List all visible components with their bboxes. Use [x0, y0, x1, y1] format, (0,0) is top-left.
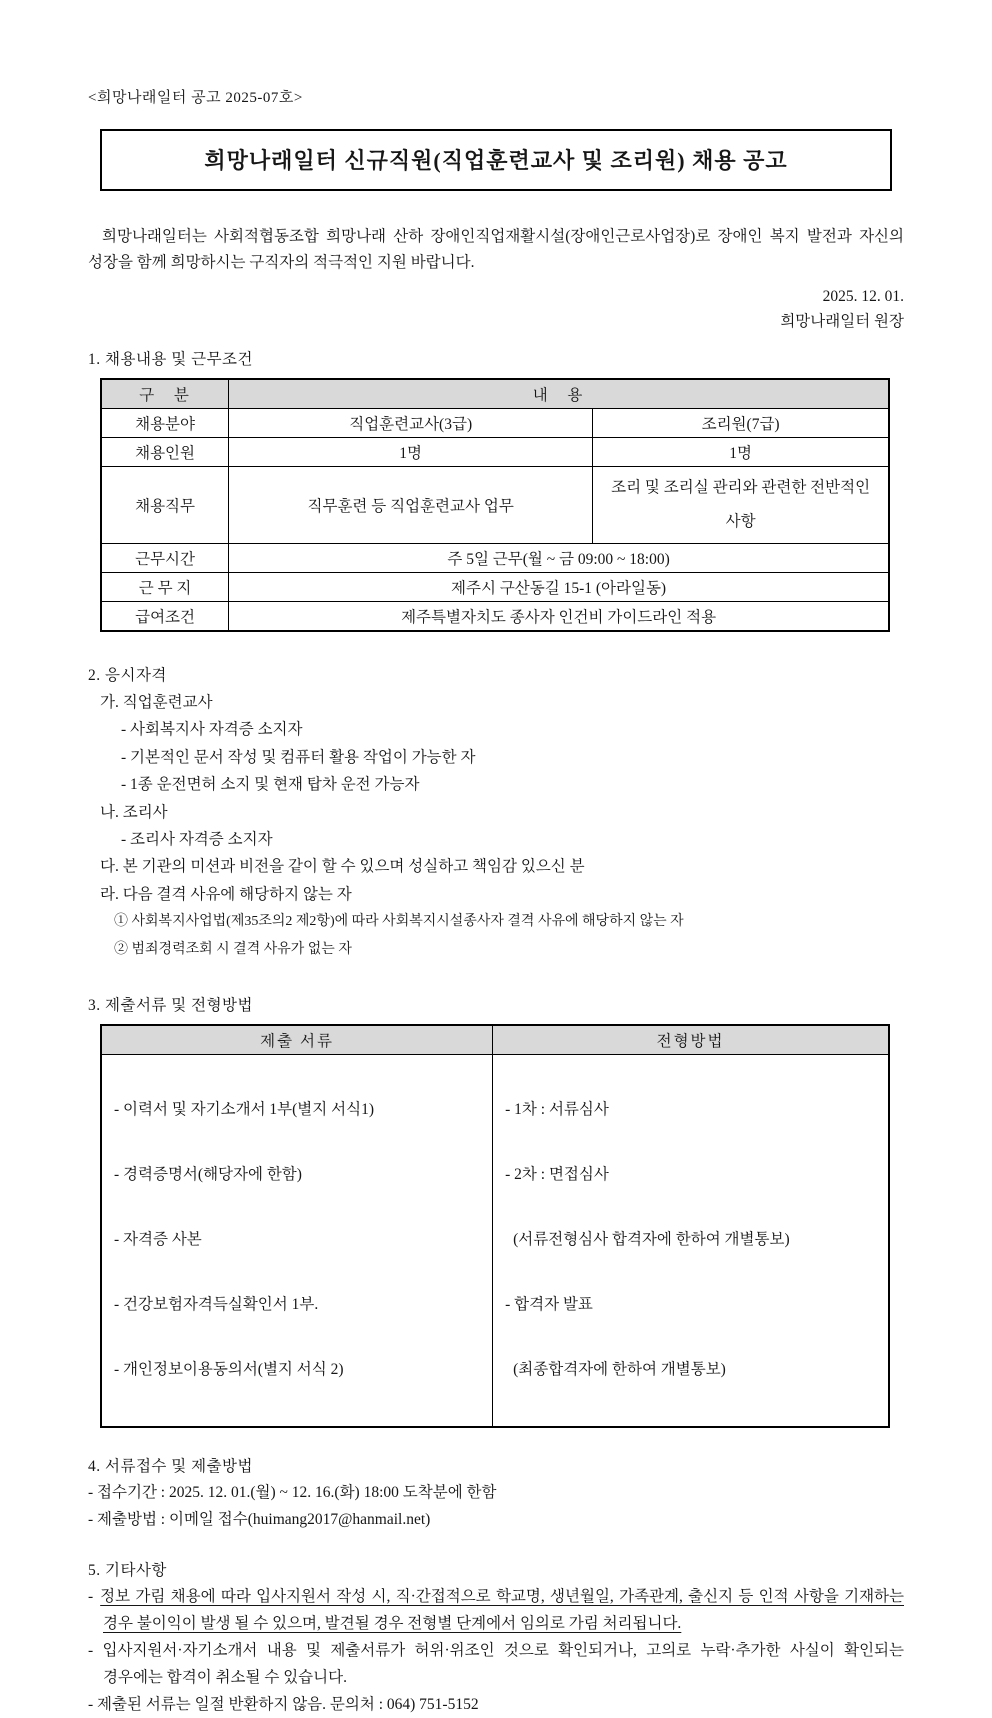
etc-item-blind-hiring [88, 1583, 904, 1637]
title-box [100, 129, 892, 191]
t1-headcount-teacher: 1명 [229, 438, 593, 467]
t1-row-field [101, 409, 889, 438]
documents-selection-table [100, 1024, 890, 1428]
section5-heading: 5. 기타사항 [88, 1562, 167, 1580]
qualification-item: - 1종 운전면허 소지 및 현재 탑차 운전 가능자 [121, 776, 420, 794]
t1-row-headcount [101, 438, 889, 467]
doc-number: <희망나래일터 공고 2025-07호> [88, 90, 303, 106]
t1-row-salary [101, 602, 889, 632]
qualification-item: 다. 본 기관의 미션과 비전을 같이 할 수 있으며 성실하고 책임감 있으신 분 [100, 858, 585, 876]
t1-duty-label: 채용직무 [101, 467, 229, 544]
t1-salary-value: 제주특별자치도 종사자 인건비 가이드라인 적용 [229, 602, 889, 632]
t2-body-row [101, 1055, 889, 1428]
page-title: 희망나래일터 신규직원(직업훈련교사 및 조리원) 채용 공고 [204, 148, 788, 173]
t2-header-documents: 제출 서류 [101, 1025, 493, 1055]
t1-hours-label: 근무시간 [101, 544, 229, 573]
qualification-item: 라. 다음 결격 사유에 해당하지 않는 자 [100, 885, 352, 903]
blind-hiring-text: 정보 가림 채용에 따라 입사지원서 작성 시, 직·간접적으로 학교명, 생년월일, 가족관계, 출신지 등 인적 사항을 기재하는 경우 불이익이 발생 될 수 있으며, 발견될 경우 전형별 단계에서 임의로 가림 처리됩니다. [100, 1588, 904, 1633]
t1-field-teacher: 직업훈련교사(3급) [229, 409, 593, 438]
t1-row-duty [101, 467, 889, 544]
announcement-date: 2025. 12. 01. [822, 288, 904, 305]
qualification-item: 나. 조리사 [100, 803, 168, 821]
document-item: - 건강보험자격득실확인서 1부. [114, 1296, 319, 1314]
qualification-item: - 기본적인 문서 작성 및 컴퓨터 활용 작업이 가능한 자 [121, 748, 476, 766]
selection-note: (서류전형심사 합격자에 한하여 개별통보) [513, 1231, 790, 1249]
section4-heading: 4. 서류접수 및 제출방법 [88, 1458, 254, 1476]
submission-item: - 제출방법 : 이메일 접수(huimang2017@hanmail.net) [88, 1511, 431, 1529]
intro-paragraph: 희망나래일터는 사회적협동조합 희망나래 산하 장애인직업재활시설(장애인근로사업장)로 장애인 복지 발전과 자신의 성장을 함께 희망하시는 구직자의 적극적인 지원 바랍니다. [88, 228, 904, 271]
t1-workplace-value: 제주시 구산동길 15-1 (아라일동) [229, 573, 889, 602]
etc-list [88, 1583, 904, 1718]
t1-header-category: 구 분 [101, 379, 229, 409]
submission-item: - 접수기간 : 2025. 12. 01.(월) ~ 12. 16.(화) 18:00 도착분에 한함 [88, 1484, 497, 1502]
t1-workplace-label: 근 무 지 [101, 573, 229, 602]
t1-row-workplace [101, 573, 889, 602]
t1-header-row [101, 379, 889, 409]
t1-field-cook: 조리원(7급) [593, 409, 889, 438]
selection-item: - 1차 : 서류심사 [505, 1101, 609, 1119]
selection-note: (최종합격자에 한하여 개별통보) [513, 1361, 726, 1379]
t2-selection-cell [493, 1055, 889, 1428]
t2-header-selection: 전형방법 [493, 1025, 889, 1055]
qualification-subitem: ① 사회복지사업법(제35조의2 제2항)에 따라 사회복지시설종사자 결격 사유에 해당하지 않는 자 [114, 914, 684, 930]
t1-headcount-cook: 1명 [593, 438, 889, 467]
etc-item-false-info: - 입사지원서·자기소개서 내용 및 제출서류가 허위·위조인 것으로 확인되거나, 고의로 누락·추가한 사실이 확인되는 경우에는 합격이 취소될 수 있습니다. [88, 1642, 904, 1687]
recruitment-conditions-table [100, 378, 890, 632]
sign-block [88, 284, 904, 334]
submission-list [88, 1479, 904, 1533]
section1-heading: 1. 채용내용 및 근무조건 [88, 351, 254, 368]
t2-header-row [101, 1025, 889, 1055]
selection-item: - 합격자 발표 [505, 1296, 593, 1314]
document-item: - 개인정보이용동의서(별지 서식 2) [114, 1361, 344, 1379]
t1-duty-teacher: 직무훈련 등 직업훈련교사 업무 [229, 467, 593, 544]
t1-field-label: 채용분야 [101, 409, 229, 438]
qualification-list [88, 689, 904, 963]
bullet-dash: - [88, 1588, 94, 1606]
t1-headcount-label: 채용인원 [101, 438, 229, 467]
qualification-item: 가. 직업훈련교사 [100, 694, 213, 711]
announcement-signer: 희망나래일터 원장 [780, 313, 904, 330]
etc-item-contact: - 제출된 서류는 일절 반환하지 않음. 문의처 : 064) 751-5152 [88, 1696, 479, 1714]
qualification-item: - 사회복지사 자격증 소지자 [121, 721, 303, 739]
document-item: - 경력증명서(해당자에 한함) [114, 1166, 302, 1184]
qualification-item: - 조리사 자격증 소지자 [121, 831, 273, 849]
document-item: - 자격증 사본 [114, 1231, 202, 1249]
qualification-subitem: ② 범죄경력조회 시 결격 사유가 없는 자 [114, 941, 352, 957]
t1-header-content: 내 용 [229, 379, 889, 409]
t1-hours-value: 주 5일 근무(월 ~ 금 09:00 ~ 18:00) [229, 544, 889, 573]
t1-row-hours [101, 544, 889, 573]
section3-heading: 3. 제출서류 및 전형방법 [88, 997, 254, 1015]
t1-duty-cook: 조리 및 조리실 관리와 관련한 전반적인 사항 [593, 467, 889, 544]
selection-item: - 2차 : 면접심사 [505, 1166, 609, 1184]
t2-documents-cell [101, 1055, 493, 1428]
t1-salary-label: 급여조건 [101, 602, 229, 632]
document-item: - 이력서 및 자기소개서 1부(별지 서식1) [114, 1101, 374, 1119]
section2-heading: 2. 응시자격 [88, 667, 167, 684]
